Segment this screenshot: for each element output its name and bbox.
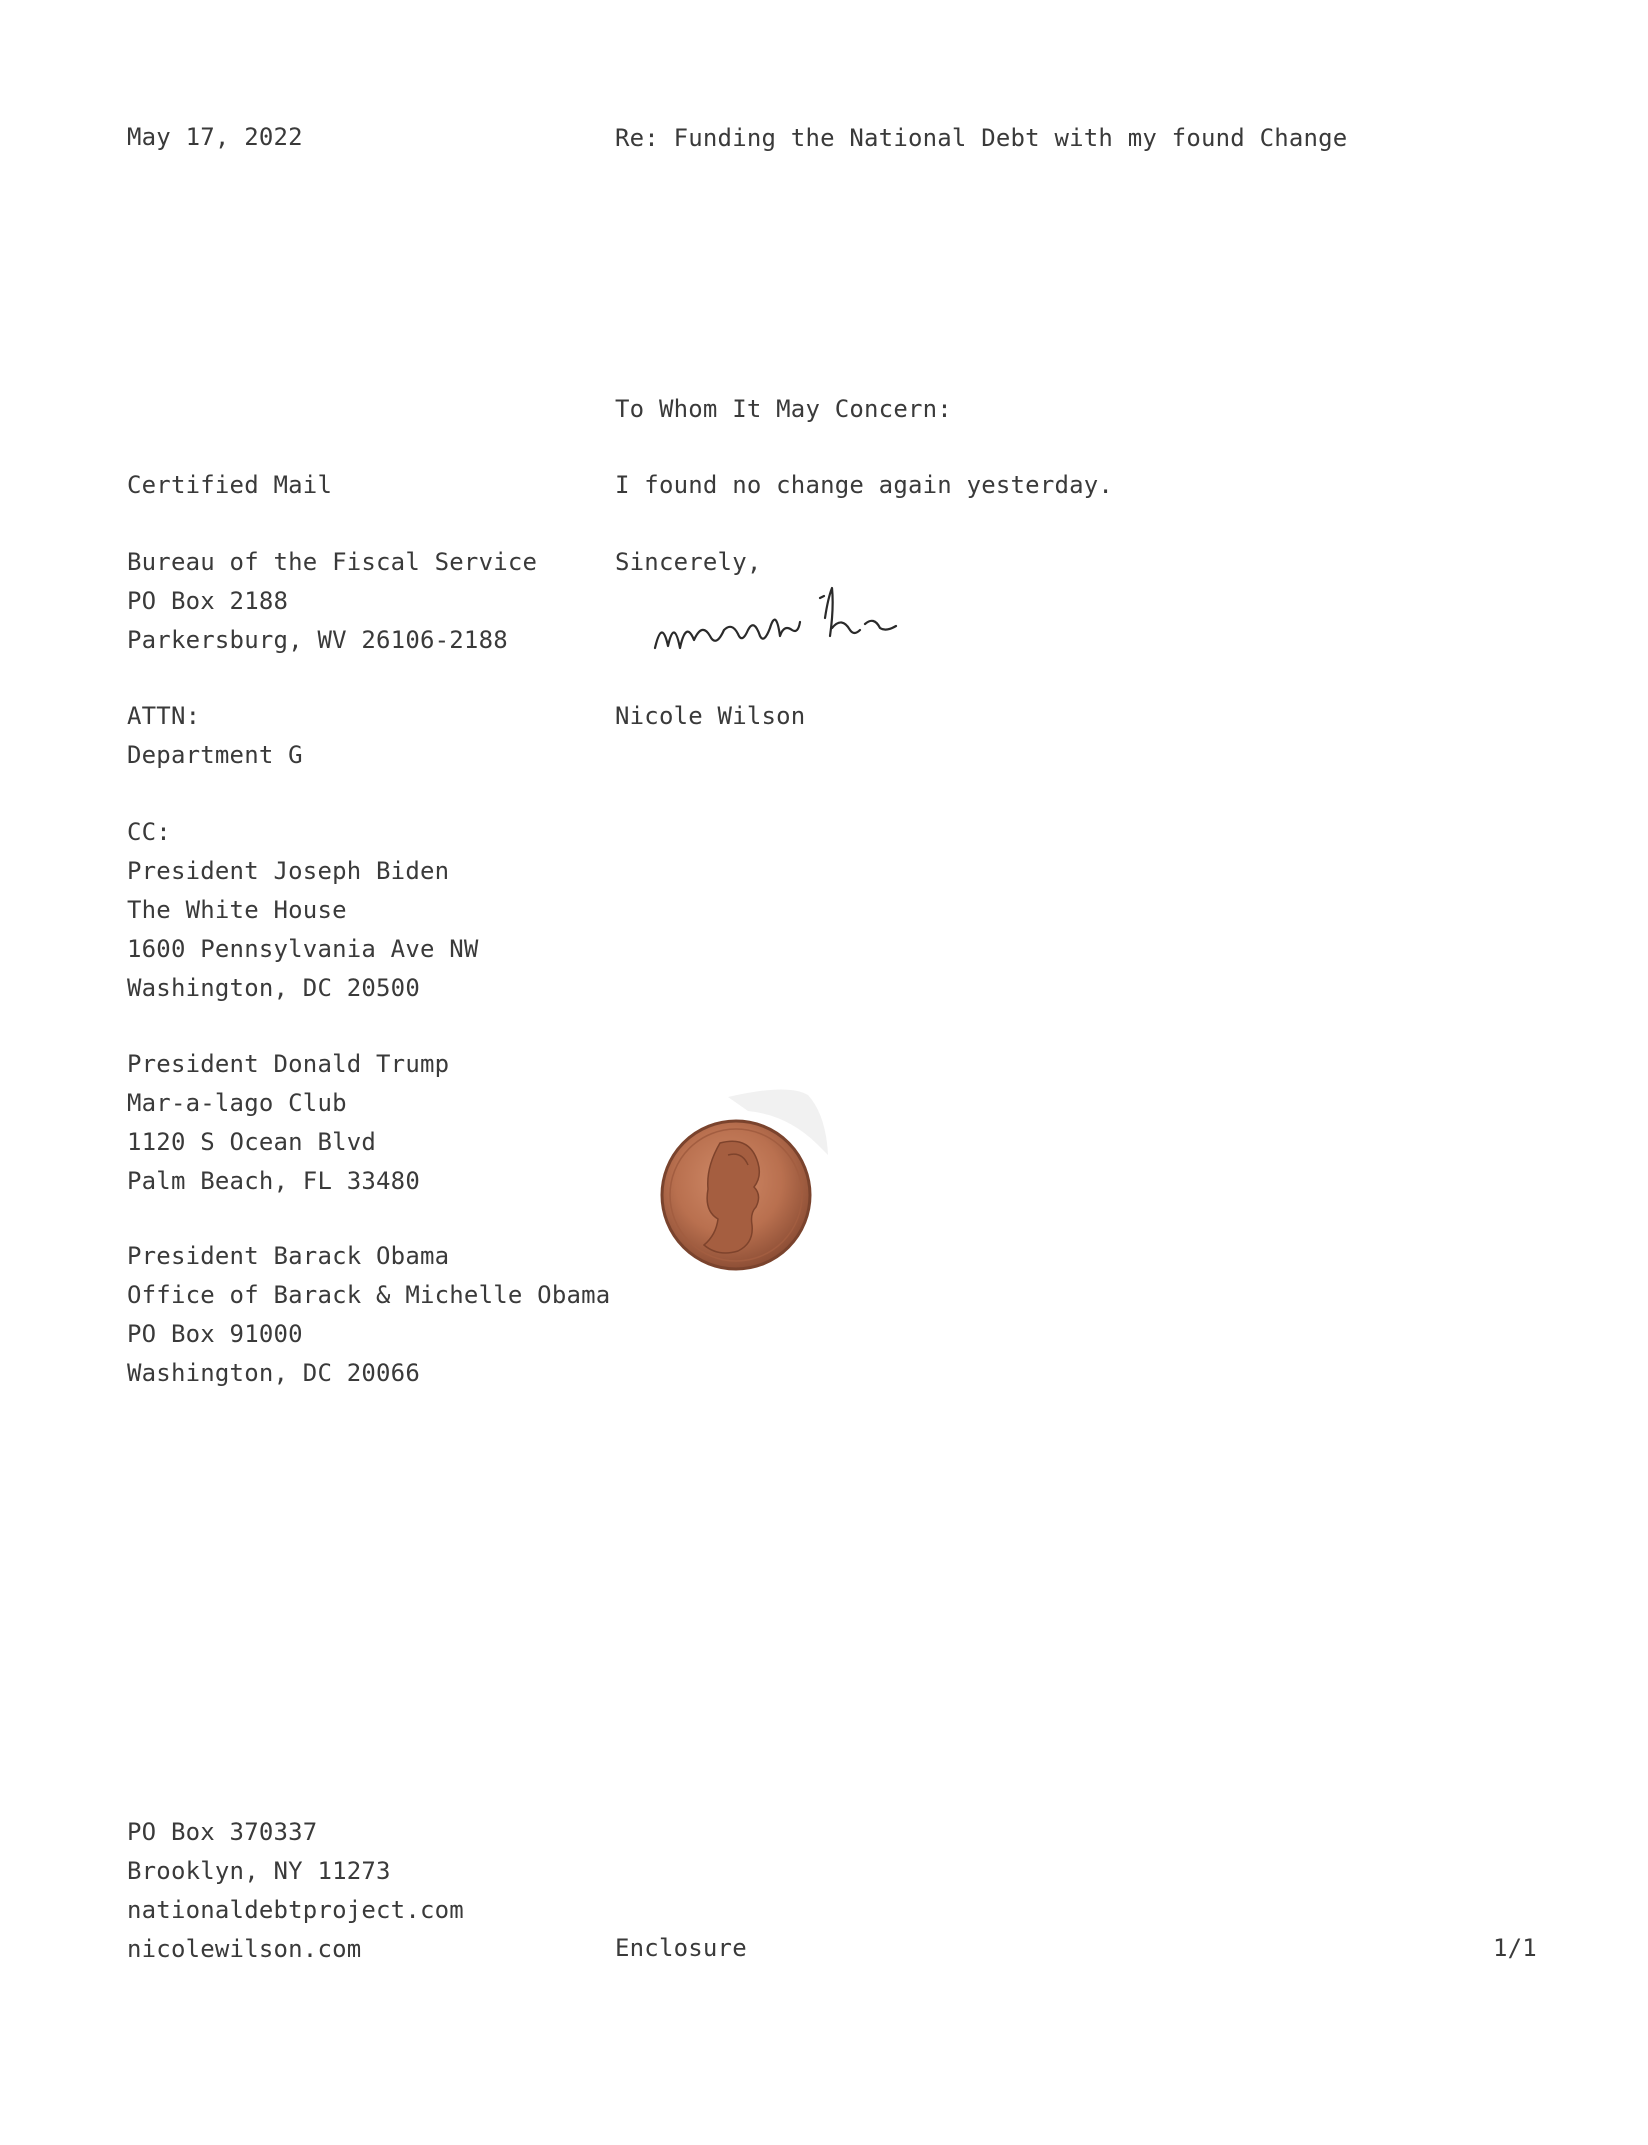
sender-address <box>127 1813 464 1969</box>
cc-block-biden <box>127 813 479 1008</box>
cc-label: CC: <box>127 818 171 846</box>
attn-label: ATTN: <box>127 702 201 730</box>
recipient-line: Parkersburg, WV 26106-2188 <box>127 626 508 654</box>
letter-body: I found no change again yesterday. <box>615 471 1114 499</box>
sender-line: PO Box 370337 <box>127 1818 318 1846</box>
recipient-line: Bureau of the Fiscal Service <box>127 548 538 576</box>
sender-line: Brooklyn, NY 11273 <box>127 1857 391 1885</box>
certified-mail-label: Certified Mail <box>127 471 333 499</box>
cc-line: President Joseph Biden <box>127 857 450 885</box>
cc-block-obama <box>127 1237 610 1393</box>
sender-website[interactable]: nicolewilson.com <box>127 1935 362 1963</box>
cc-line: Washington, DC 20500 <box>127 974 420 1002</box>
cc-line: The White House <box>127 896 347 924</box>
signer-name: Nicole Wilson <box>615 702 806 730</box>
attn-block <box>127 697 303 775</box>
page-number: 1/1 <box>1493 1934 1537 1962</box>
sender-website[interactable]: nationaldebtproject.com <box>127 1896 464 1924</box>
cc-line: Washington, DC 20066 <box>127 1359 420 1387</box>
cc-line: Palm Beach, FL 33480 <box>127 1167 420 1195</box>
penny-icon <box>658 1085 868 1275</box>
cc-line: Mar-a-lago Club <box>127 1089 347 1117</box>
cc-line: Office of Barack & Michelle Obama <box>127 1281 611 1309</box>
recipient-address <box>127 543 537 660</box>
cc-line: PO Box 91000 <box>127 1320 303 1348</box>
cc-line: 1120 S Ocean Blvd <box>127 1128 377 1156</box>
salutation: To Whom It May Concern: <box>615 395 952 423</box>
cc-line: 1600 Pennsylvania Ave NW <box>127 935 479 963</box>
attn-department: Department G <box>127 741 303 769</box>
signature-icon <box>650 578 960 678</box>
letter-subject: Re: Funding the National Debt with my found Change <box>615 124 1348 152</box>
enclosure-label: Enclosure <box>615 1934 747 1962</box>
cc-line: President Barack Obama <box>127 1242 450 1270</box>
cc-line: President Donald Trump <box>127 1050 450 1078</box>
letter-date: May 17, 2022 <box>127 123 303 151</box>
recipient-line: PO Box 2188 <box>127 587 289 615</box>
cc-block-trump <box>127 1045 449 1201</box>
closing: Sincerely, <box>615 548 762 576</box>
